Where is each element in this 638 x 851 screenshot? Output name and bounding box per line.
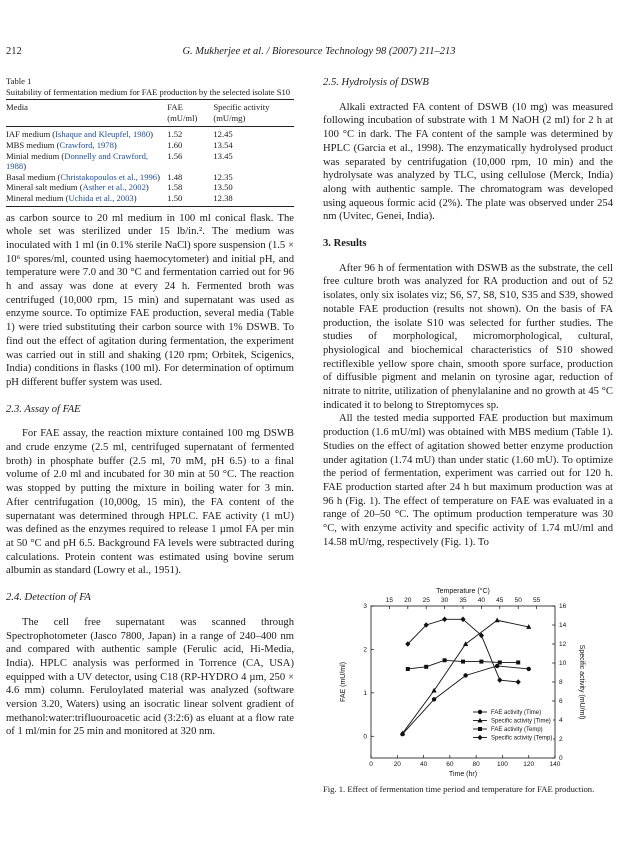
heading-results: 3. Results (323, 238, 367, 250)
x-tick-label: 140 (549, 761, 561, 768)
x2-tick-label: 50 (514, 597, 522, 604)
x-tick-label: 20 (393, 761, 401, 768)
legend-marker (478, 727, 482, 731)
table-cell-specific-activity: 13.45 (213, 150, 233, 161)
paragraph-hydrolysis: Alkali extracted FA content of DSWB (10 mg) was measured following incubation of substrate with 1 M NaOH (2 ml) for 2 h at 100 °C in dark. The FA content of the sample was determined by HPLC (Garcia et al., 1998). The enzymatically hydrolysed product was separated by centrifugation (10,000 rpm, 10 min) and the hydrolysate was analyzed by TLC, using cellulose (Merck, India) along with authentic sample. The chromatogram was developed using aqueous formic acid (2%). The plate was observed under 254 nm (Uvitec, Genei, India). (323, 101, 613, 223)
table-cell-fae: 1.48 (167, 171, 183, 182)
table-row (6, 140, 294, 151)
citation-link[interactable]: Crawford, 1978 (59, 139, 114, 150)
y-tick-label: 0 (363, 733, 367, 741)
data-point-3 (516, 679, 521, 685)
data-point-0 (463, 673, 467, 677)
y2-tick-label: 6 (559, 698, 563, 705)
paragraph-assay: For FAE assay, the reaction mixture contained 100 mg DSWB and crude enzyme (2.5 ml, centrifuged supernatant of fermented broth) in phosphate buffer (2.5 ml, 70 mM, pH 6.5) to a final volume of 2.0 ml and incubated for 30 min at 50 °C. The reaction was stopped by putting the mixture in boiling water for 3 min. After centrifugation (10,000g, 15 min), the FA content of the supernatant was determined through HPLC. FAE activity (1 mU) was defined as the enzymes required to release 1 µmol FA per min at 50 °C and pH 6.5. Background FA levels were subtracted during calculations. Protein content was estimated using bovine serum albumin as standard (Lowry et al., 1951). (6, 428, 294, 577)
data-point-2 (461, 660, 465, 664)
x-axis-label: Time (hr) (448, 771, 478, 778)
page-number: 212 (6, 46, 22, 57)
data-point-0 (527, 667, 531, 671)
table-cell-fae: 1.56 (167, 150, 183, 161)
table-row (6, 151, 294, 172)
paragraph-results-1: After 96 h of fermentation with DSWB as the substrate, the cell free culture broth was analyzed for RA production and out of 52 isolates, only six isolates viz; S6, S7, S8, S10, S35 and S39, showed notable FAE production (results not shown). On the basis of FA production, the isolate S10 was selected for further studies. The studies of morphological, micromorphological, cultural, physiological and biochemical characteristics of S10 showed rectiflexible yellow spore chain, smooth spore surface, production of diffusible pigment and melanin on tyrosine agar, reduction of nitrate to nitrite, utilization of phenylalanine and no growth at 45 °C indicated it to belong to Streptomyces sp. (323, 262, 613, 411)
y2-tick-label: 0 (559, 755, 563, 762)
x-tick-label: 0 (369, 761, 373, 768)
y-tick-label: 1 (363, 689, 367, 697)
y-axis-label: FAE (mU/ml) (340, 661, 347, 703)
table-header-specific-activity: Specific activity (mU/mg) (213, 100, 294, 127)
x2-tick-label: 35 (459, 597, 467, 604)
table-cell-media: Mineral medium (Uchida et al., 2003) (6, 193, 167, 206)
x2-tick-label: 25 (422, 597, 430, 604)
y2-axis-label: Specific activity (mU/ml) (578, 644, 585, 720)
page-header (6, 46, 632, 60)
x-tick-label: 60 (446, 761, 454, 768)
legend-marker (478, 710, 482, 714)
y-tick-label: 3 (363, 603, 367, 610)
citation-link[interactable]: Christakopoulos et al., 1996 (60, 171, 158, 182)
table-cell-fae: 1.50 (167, 193, 213, 206)
table-cell-media: Minial medium (Donnelly and Crawford, 1988) (6, 150, 149, 172)
right-column (323, 76, 613, 550)
data-point-2 (443, 658, 447, 662)
heading-detection-of-fa: 2.4. Detection of FA (6, 592, 91, 604)
table-row (6, 182, 294, 193)
table-row (6, 127, 294, 140)
legend-label: Specific activity (Temp) (491, 735, 553, 742)
data-point-2 (498, 660, 502, 664)
figure-caption: Fig. 1. Effect of fermentation time period and temperature for FAE production. (323, 784, 595, 794)
y2-tick-label: 14 (559, 622, 567, 629)
table-row (6, 172, 294, 183)
data-point-1 (495, 617, 500, 622)
paragraph-methods-continued: as carbon source to 20 ml medium in 100 ml conical flask. The whole set was sterilized under 15 lb/in.². The medium was inoculated with 1 ml (in 0.1% sterile NaCl) spore suspension (1.5 × 10⁶ spores/ml, counted using haemocytometer) and initial pH, and temperature were 7.0 and 30 °C and fermentation carried out for 96 h and assay was done at every 24 h. Fermented broth was centrifuged (10,000 rpm, 15 min) and supernatant was used as enzyme source. To optimize FAE production, several media (Table 1) were tried substituting their carbon source with 1% DSWB. To find out the effect of agitation during fermentation, the experiment was carried out in still and shaking (120 rpm; Orbitek, Scigenics, India) conditions in flasks (100 ml). For determination of optimum pH different buffer system was used. (6, 212, 294, 388)
table-cell-specific-activity: 13.50 (213, 182, 233, 193)
y2-tick-label: 12 (559, 641, 567, 648)
paragraph-detection: The cell free supernatant was scanned through Spectrophotometer (Jasco 7800, Japan) in a range of 240–400 nm and compared with authentic sample (Ferulic acid, Hi-Media, India). HPLC analysis was performed in Torrence (CA, USA) equipped with a UV detector, using C18 (RP-HYDRO 4 µm, 250 × 4.6 mm) column. Feruloylated material was analyzed (software version 3.20, Waters) using an isocratic linear solvent gradient of methanol:water:trifluouroacetic acid (3:2:6) as eluant at a flow rate of 1 ml/min for 25 min and monitored at 320 nm. (6, 616, 294, 738)
table-caption: Table 1 Suitability of fermentation medium for FAE production by the selected isolate S10 (6, 76, 291, 97)
x-tick-label: 40 (419, 761, 428, 768)
table-cell-fae: 1.58 (167, 182, 183, 193)
table-cell-media: Basal medium (Christakopoulos et al., 1996) (6, 171, 160, 182)
table-cell-specific-activity: 12.35 (213, 171, 233, 182)
data-point-1 (463, 641, 468, 646)
table-row (6, 193, 294, 206)
x-tick-label: 100 (496, 761, 508, 768)
figure-1-chart (323, 580, 613, 790)
citation-link[interactable]: Uchida et al., 2003 (68, 192, 134, 203)
table-cell-specific-activity: 12.45 (213, 129, 233, 140)
data-point-3 (442, 617, 447, 623)
left-column (6, 76, 294, 739)
table-header-media: Media (6, 100, 167, 127)
data-point-3 (497, 677, 502, 683)
running-title: G. Mukherjee et al. / Bioresource Technology 98 (2007) 211–213 (182, 46, 456, 57)
paragraph-results-2: All the tested media supported FAE production but maximum production (1.6 mU/ml) was obtained with MBS medium (Table 1). Studies on the effect of agitation showed better enzyme production under agitation (1.74 mU) than under static (1.60 mU). To optimize the period of fermentation, experiment was carried out for 120 h. FAE production started after 24 h but maximum production was at 96 h (Fig. 1). The effect of temperature on FAE was evaluated in a range of 20–50 °C. The optimum production temperature was 30 °C, with enzyme activity and specific activity of 1.74 mU/ml and 14.58 mU/mg, respectively (Fig. 1). To (323, 413, 613, 548)
x2-tick-label: 45 (496, 597, 504, 604)
table-1 (6, 99, 294, 206)
heading-assay-of-fae: 2.3. Assay of FAE (6, 403, 81, 415)
y2-tick-label: 2 (559, 736, 563, 743)
y2-tick-label: 10 (559, 660, 567, 667)
x2-tick-label: 30 (440, 597, 449, 604)
x-tick-label: 80 (472, 761, 480, 768)
table-cell-specific-activity: 13.54 (213, 139, 233, 150)
data-point-2 (516, 660, 520, 664)
table-cell-fae: 1.52 (167, 129, 183, 140)
heading-hydrolysis: 2.5. Hydrolysis of DSWB (323, 77, 429, 88)
table-header-fae: FAE (mU/ml) (167, 100, 213, 127)
legend-label: Specific activity (Time) (491, 718, 551, 725)
citation-link[interactable]: Asther et al., 2002 (82, 182, 146, 193)
data-point-0 (432, 697, 436, 701)
table-cell-specific-activity: 12.38 (213, 193, 294, 206)
series-line-3 (408, 619, 518, 682)
data-point-2 (479, 660, 483, 664)
citation-link[interactable]: Ishaque and Kleupfel, 1980 (55, 129, 151, 140)
x2-tick-label: 20 (404, 597, 412, 604)
x2-tick-label: 15 (385, 597, 394, 604)
x2-axis-label: Temperature (°C) (436, 588, 490, 595)
table-cell-media: IAF medium (Ishaque and Kleupfel, 1980) (6, 129, 154, 140)
legend-label: FAE activity (Temp) (491, 727, 543, 734)
y2-tick-label: 8 (559, 679, 563, 686)
y2-tick-label: 16 (559, 603, 567, 610)
y-tick-label: 2 (363, 646, 367, 654)
table-cell-fae: 1.60 (167, 139, 183, 150)
x2-tick-label: 55 (532, 597, 541, 604)
x2-tick-label: 40 (477, 597, 486, 604)
figure-1 (323, 580, 613, 790)
table-cell-media: MBS medium (Crawford, 1978) (6, 139, 117, 150)
data-point-2 (406, 667, 410, 671)
citation-link[interactable]: Donnelly and Crawford, 1988 (6, 150, 149, 172)
data-point-2 (424, 665, 428, 669)
x-tick-label: 120 (523, 761, 535, 768)
legend-label: FAE activity (Time) (491, 710, 542, 717)
y2-tick-label: 4 (559, 717, 563, 724)
table-cell-media: Mineral salt medium (Asther et al., 2002) (6, 182, 149, 193)
